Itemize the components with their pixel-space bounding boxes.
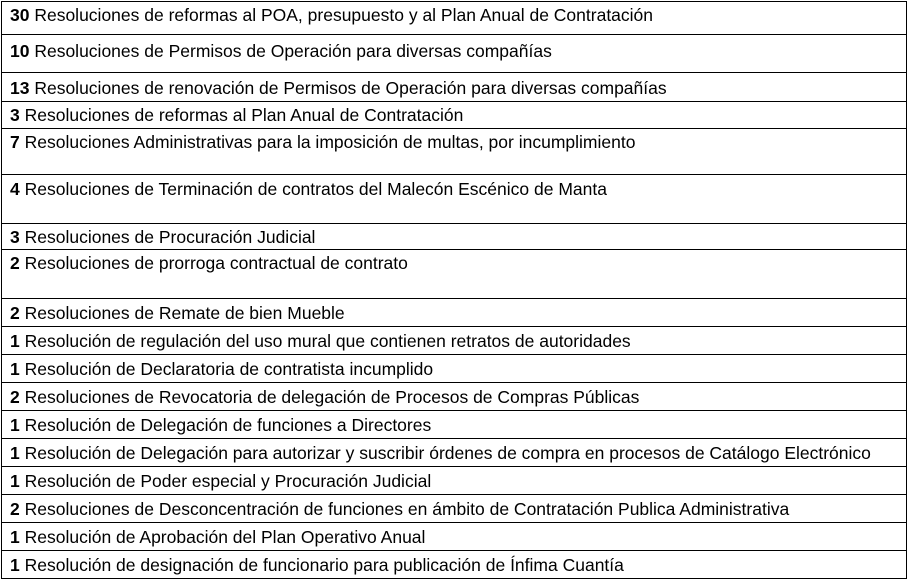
row-count: 3 — [10, 105, 20, 125]
table-row — [2, 327, 906, 355]
row-text: Resolución de Aprobación del Plan Operativo Anual — [19, 527, 426, 547]
row-text: Resoluciones de reformas al POA, presupuesto y al Plan Anual de Contratación — [29, 5, 654, 25]
row-count: 4 — [10, 179, 20, 199]
row-text: Resolución de Delegación para autorizar y suscribir órdenes de compra en procesos de Catálogo Electrónico — [19, 443, 871, 463]
row-count: 1 — [10, 443, 20, 463]
table-row — [2, 551, 906, 579]
table-row — [2, 383, 906, 411]
row-count: 1 — [10, 415, 20, 435]
row-count: 3 — [10, 227, 20, 247]
row-text: Resoluciones de renovación de Permisos de Operación para diversas compañías — [29, 78, 667, 98]
row-text: Resoluciones de Permisos de Operación para diversas compañías — [29, 41, 552, 61]
row-count: 2 — [10, 253, 20, 273]
row-text: Resoluciones de prorroga contractual de contrato — [19, 253, 408, 273]
row-text: Resolución de Declaratoria de contratista incumplido — [19, 359, 434, 379]
row-text: Resoluciones de reformas al Plan Anual de Contratación — [19, 105, 464, 125]
table-row — [2, 439, 906, 467]
row-text: Resoluciones de Desconcentración de funciones en ámbito de Contratación Publica Administrativa — [19, 499, 790, 519]
row-text: Resoluciones de Procuración Judicial — [19, 227, 316, 247]
row-count: 1 — [10, 331, 20, 351]
table-row — [2, 224, 906, 250]
table-row — [2, 523, 906, 551]
row-count: 2 — [10, 387, 20, 407]
table-row — [2, 299, 906, 327]
row-text: Resoluciones de Revocatoria de delegación de Procesos de Compras Públicas — [19, 387, 640, 407]
row-count: 1 — [10, 471, 20, 491]
table-row — [2, 250, 906, 299]
row-count: 30 — [10, 5, 30, 25]
table-row — [2, 495, 906, 523]
row-count: 7 — [10, 132, 20, 152]
row-count: 10 — [10, 41, 30, 61]
row-count: 1 — [10, 555, 20, 575]
row-text: Resolución de regulación del uso mural que contienen retratos de autoridades — [19, 331, 631, 351]
table-row — [2, 102, 906, 129]
table-row — [2, 355, 906, 383]
row-count: 13 — [10, 78, 30, 98]
row-count: 2 — [10, 499, 20, 519]
row-count: 1 — [10, 359, 20, 379]
row-text: Resolución de Poder especial y Procuración Judicial — [19, 471, 432, 491]
row-count: 1 — [10, 527, 20, 547]
table-row — [2, 411, 906, 439]
row-text: Resolución de designación de funcionario para publicación de Ínfima Cuantía — [19, 555, 624, 575]
row-text: Resoluciones de Terminación de contratos del Malecón Escénico de Manta — [19, 179, 607, 199]
resolutions-table — [1, 1, 907, 579]
table-row — [2, 73, 906, 102]
table-row — [2, 467, 906, 495]
row-text: Resoluciones de Remate de bien Mueble — [19, 303, 345, 323]
table-row — [2, 129, 906, 175]
table-row — [2, 2, 906, 35]
row-text: Resoluciones Administrativas para la imposición de multas, por incumplimiento — [19, 132, 636, 152]
row-text: Resolución de Delegación de funciones a Directores — [19, 415, 432, 435]
row-count: 2 — [10, 303, 20, 323]
table-row — [2, 35, 906, 73]
table-row — [2, 175, 906, 224]
